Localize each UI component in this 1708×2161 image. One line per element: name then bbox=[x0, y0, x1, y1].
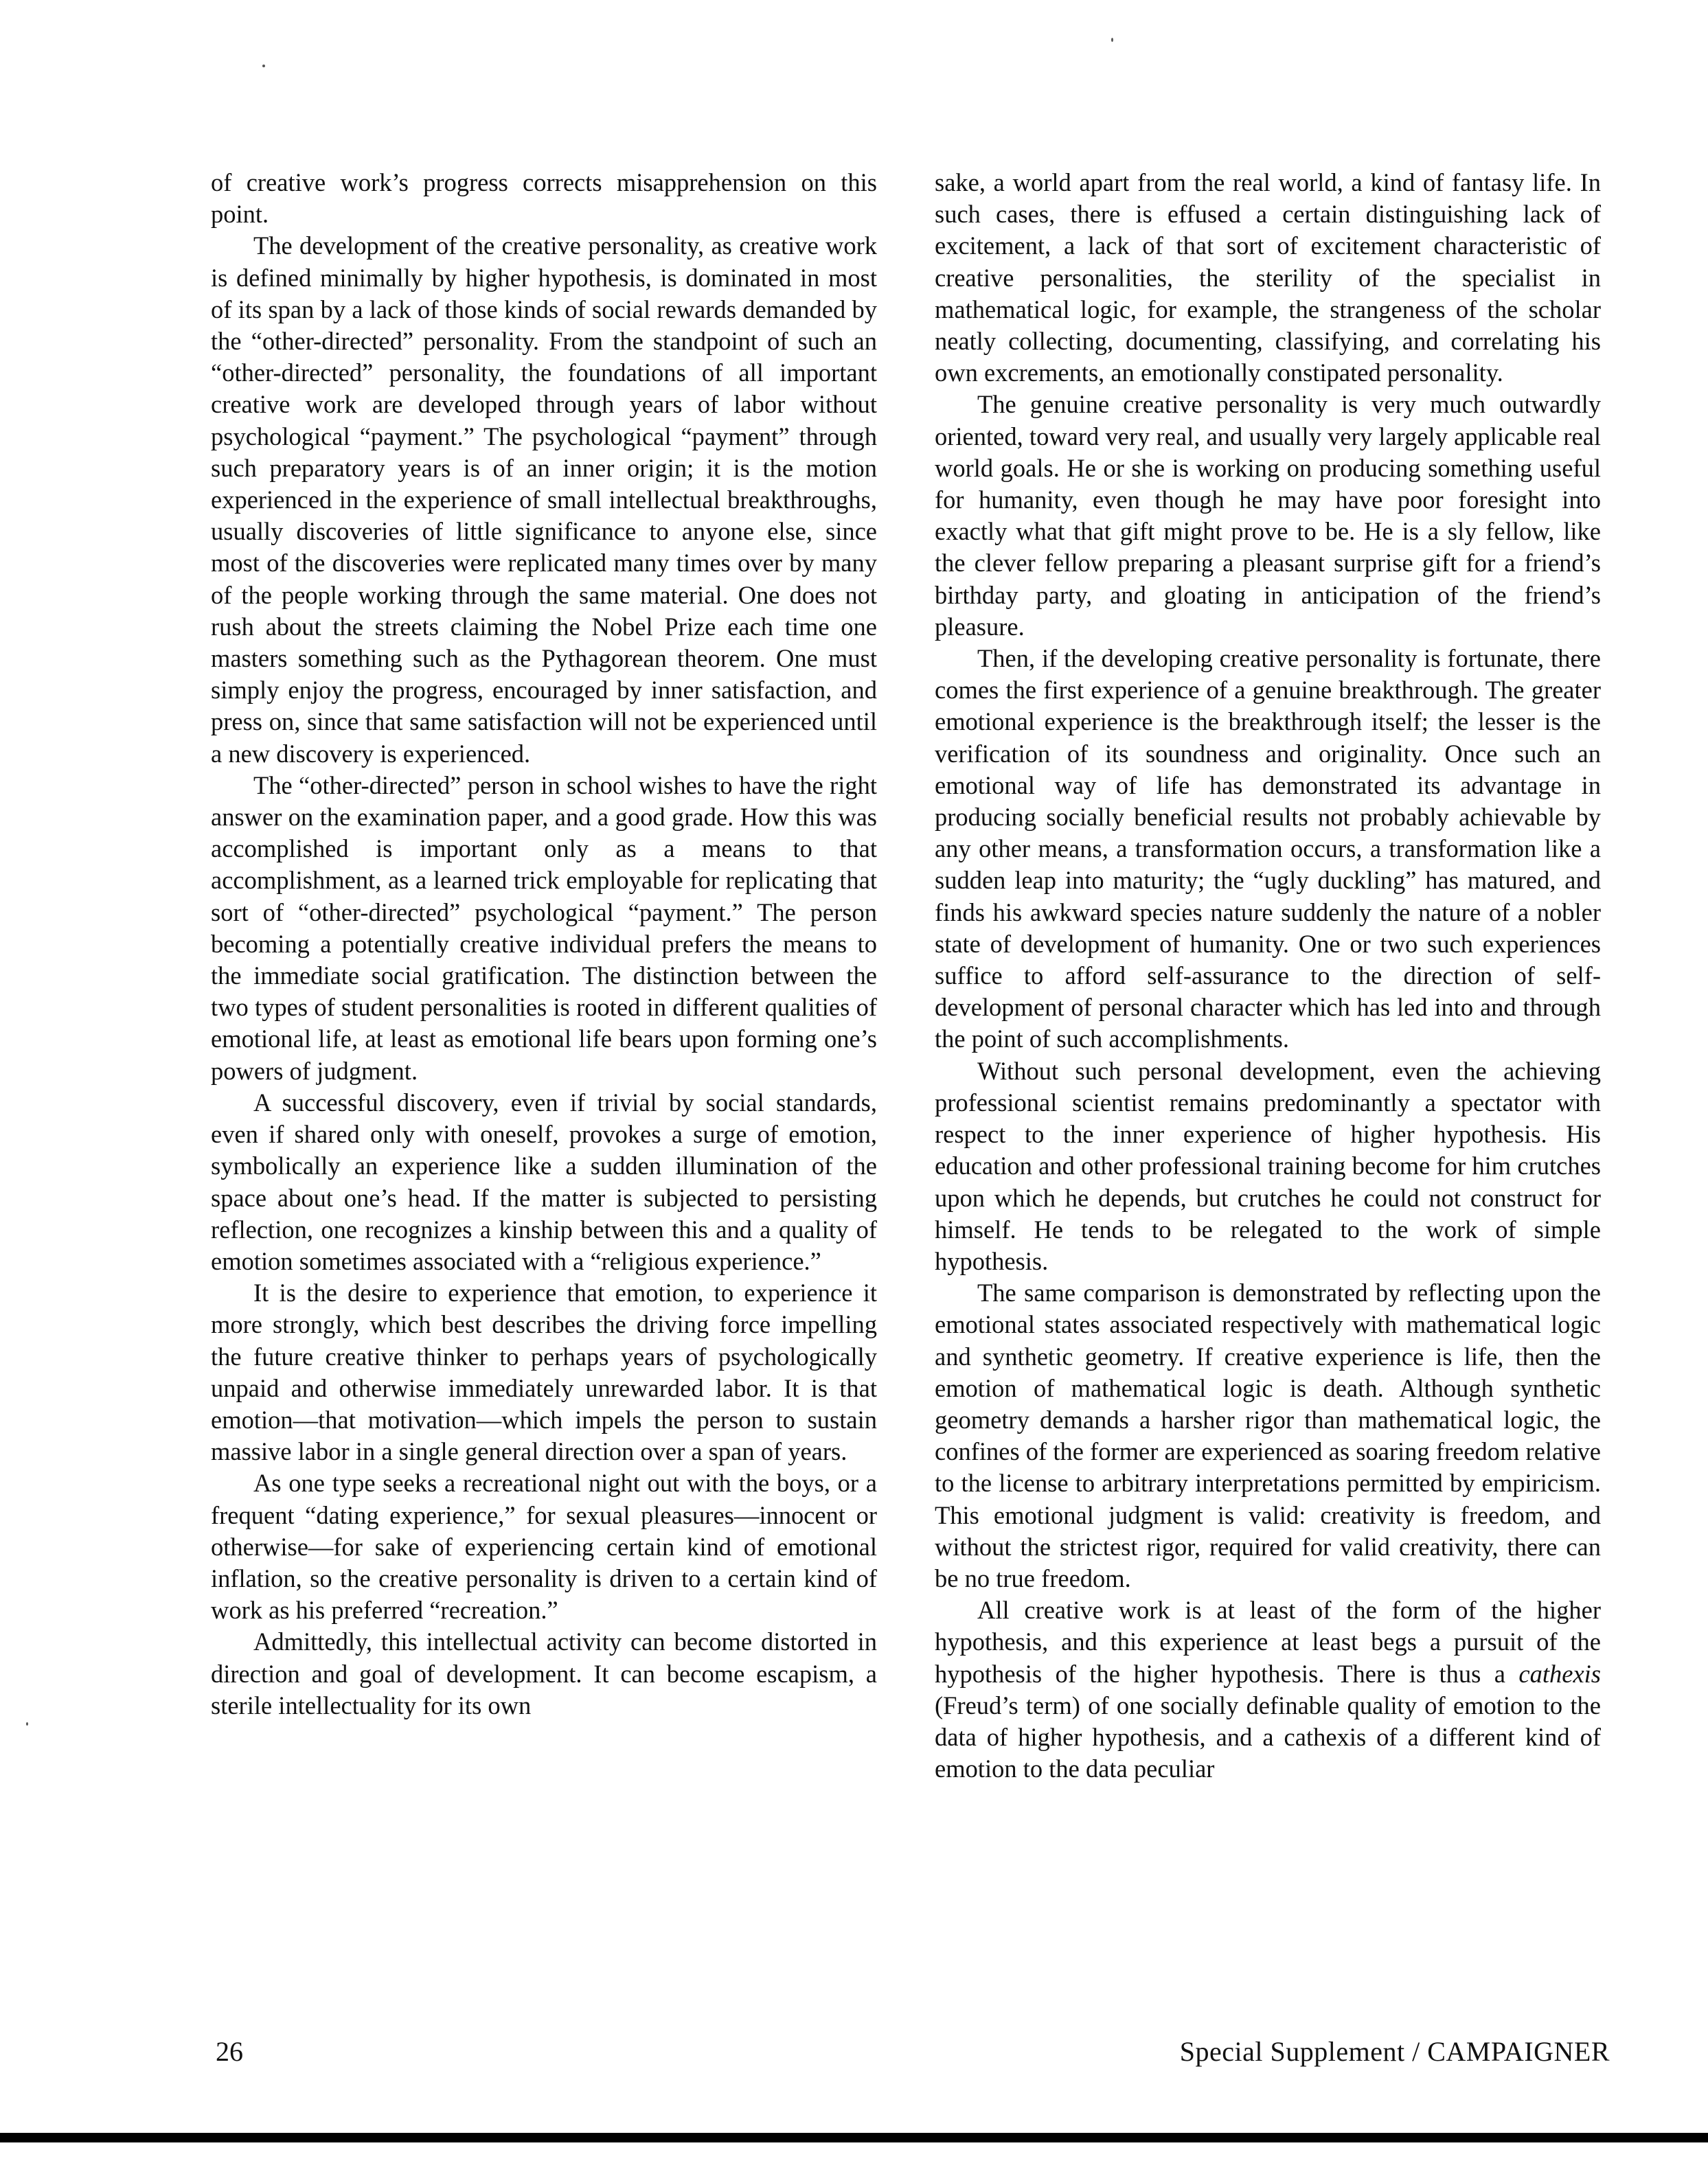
bottom-rule bbox=[0, 2133, 1708, 2142]
paragraph: A successful discovery, even if trivial by social standards, even if shared only with oneself, provokes a surge of emotion, symbolically an experience like a sudden illumination of the space about one’s head. If the matter is subjected to persisting reflection, one recognizes a kinship between this and a quality of emotion sometimes associated with a “religious experience.” bbox=[211, 1088, 877, 1275]
paragraph: It is the desire to experience that emotion, to experience it more strongly, which best describes the driving force impelling the future creative thinker to perhaps years of psychologically unpaid and otherwise immediately unrewarded labor. It is that emotion—that motivation—which impels the person to sustain massive labor in a single general direction over a span of years. bbox=[211, 1279, 877, 1466]
publication-title: Special Supplement / CAMPAIGNER bbox=[1179, 2036, 1610, 2067]
paragraph bbox=[935, 1594, 1601, 1785]
paragraph: As one type seeks a recreational night out with the boys, or a frequent “dating experience,” for sexual pleasures—innocent or otherwise—for sake of experiencing certain kind of emotional inflation, so the creative personality is driven to a certain kind of work as his preferred “recreation.” bbox=[211, 1469, 877, 1625]
scan-speck bbox=[262, 65, 265, 67]
paragraph: The genuine creative personality is very much outwardly oriented, toward very real, and usually very largely applicable real world goals. He or she is working on producing something useful for humanity, even though he may have poor foresight into exactly what that gift might prove to be. He is a sly fellow, like the clever fellow preparing a pleasant surprise gift for a friend’s birthday party, and gloating in anticipation of the friend’s pleasure. bbox=[935, 390, 1601, 641]
paragraph: sake, a world apart from the real world, a kind of fantasy life. In such cases, there is effused a certain distinguishing lack of excitement, a lack of that sort of excitement characteristic of creative personalities, the sterility of the specialist in mathematical logic, for example, the strangeness of the scholar neatly collecting, documenting, classifying, and correlating his own excrements, an emotionally constipated personality. bbox=[935, 168, 1601, 387]
paragraph: The “other-directed” person in school wishes to have the right answer on the examination paper, and a good grade. How this was accomplished is important only as a means to that accomplishment, as a learned trick employable for replicating that sort of “other-directed” psychological “payment.” The person becoming a potentially creative individual prefers the means to the immediate social gratification. The distinction between the two types of student personalities is rooted in different qualities of emotional life, at least as emotional life bears upon forming one’s powers of judgment. bbox=[211, 770, 877, 1085]
paragraph-text: (Freud’s term) of one socially definable quality of emotion to the data of higher hypothesis, and a cathexis of a different kind of emotion to the data peculiar bbox=[935, 1691, 1601, 1783]
paragraph: Admittedly, this intellectual activity can become distorted in direction and goal of development. It can become escapism, a sterile intellectuality for its own bbox=[211, 1627, 877, 1719]
paragraph: of creative work’s progress corrects misapprehension on this point. bbox=[211, 168, 877, 229]
paragraph-text: All creative work is at least of the form of the higher hypothesis, and this experience at least begs a pursuit of the hypothesis of the higher hypothesis. There is thus a bbox=[935, 1596, 1601, 1688]
italic-term: cathexis bbox=[1518, 1659, 1601, 1688]
paragraph: Without such personal development, even the achieving professional scientist remains predominantly a spectator with respect to the inner experience of higher hypothesis. His education and other professional training become for him crutches upon which he depends, but crutches he could not construct for himself. He tends to be relegated to the work of simple hypothesis. bbox=[935, 1056, 1601, 1275]
left-text-column bbox=[211, 167, 877, 1722]
scan-speck bbox=[26, 1722, 28, 1726]
paragraph: The same comparison is demonstrated by reflecting upon the emotional states associated respectively with mathematical logic and synthetic geometry. If creative experience is life, then the emotion of mathematical logic is death. Although synthetic geometry demands a harsher rigor than mathematical logic, the confines of the former are experienced as soaring freedom relative to the license to arbitrary interpretations permitted by empiricism. This emotional judgment is valid: creativity is freedom, and without the strictest rigor, required for valid creativity, there can be no true freedom. bbox=[935, 1279, 1601, 1592]
paragraph: Then, if the developing creative personality is fortunate, there comes the first experience of a genuine breakthrough. The greater emotional experience is the breakthrough itself; the lesser is the verification of its soundness and originality. Once such an emotional way of life has demonstrated its advantage in producing socially beneficial results not probably achievable by any other means, a transformation occurs, a transformation like a sudden leap into maturity; the “ugly duckling” has matured, and finds his awkward species nature suddenly the nature of a nobler state of development of humanity. One or two such experiences suffice to afford self-assurance to the direction of self-development of personal character which has led into and through the point of such accomplishments. bbox=[935, 644, 1601, 1053]
scan-speck bbox=[1111, 38, 1113, 42]
page-number: 26 bbox=[216, 2036, 243, 2067]
right-text-column bbox=[935, 167, 1601, 1785]
paragraph: The development of the creative personality, as creative work is defined minimally by higher hypothesis, is dominated in most of its span by a lack of those kinds of social rewards demanded by the “other-directed” personality. From the standpoint of such an “other-directed” personality, the foundations of all important creative work are developed through years of labor without psychological “payment.” The psychological “payment” through such preparatory years is of an inner origin; it is the motion experienced in the experience of small intellectual breakthroughs, usually discoveries of little significance to anyone else, since most of the discoveries were replicated many times over by many of the people working through the same material. One does not rush about the streets claiming the Nobel Prize each time one masters something such as the Pythagorean theorem. One must simply enjoy the progress, encouraged by inner satisfaction, and press on, since that same satisfaction will not be experienced until a new discovery is experienced. bbox=[211, 231, 877, 768]
